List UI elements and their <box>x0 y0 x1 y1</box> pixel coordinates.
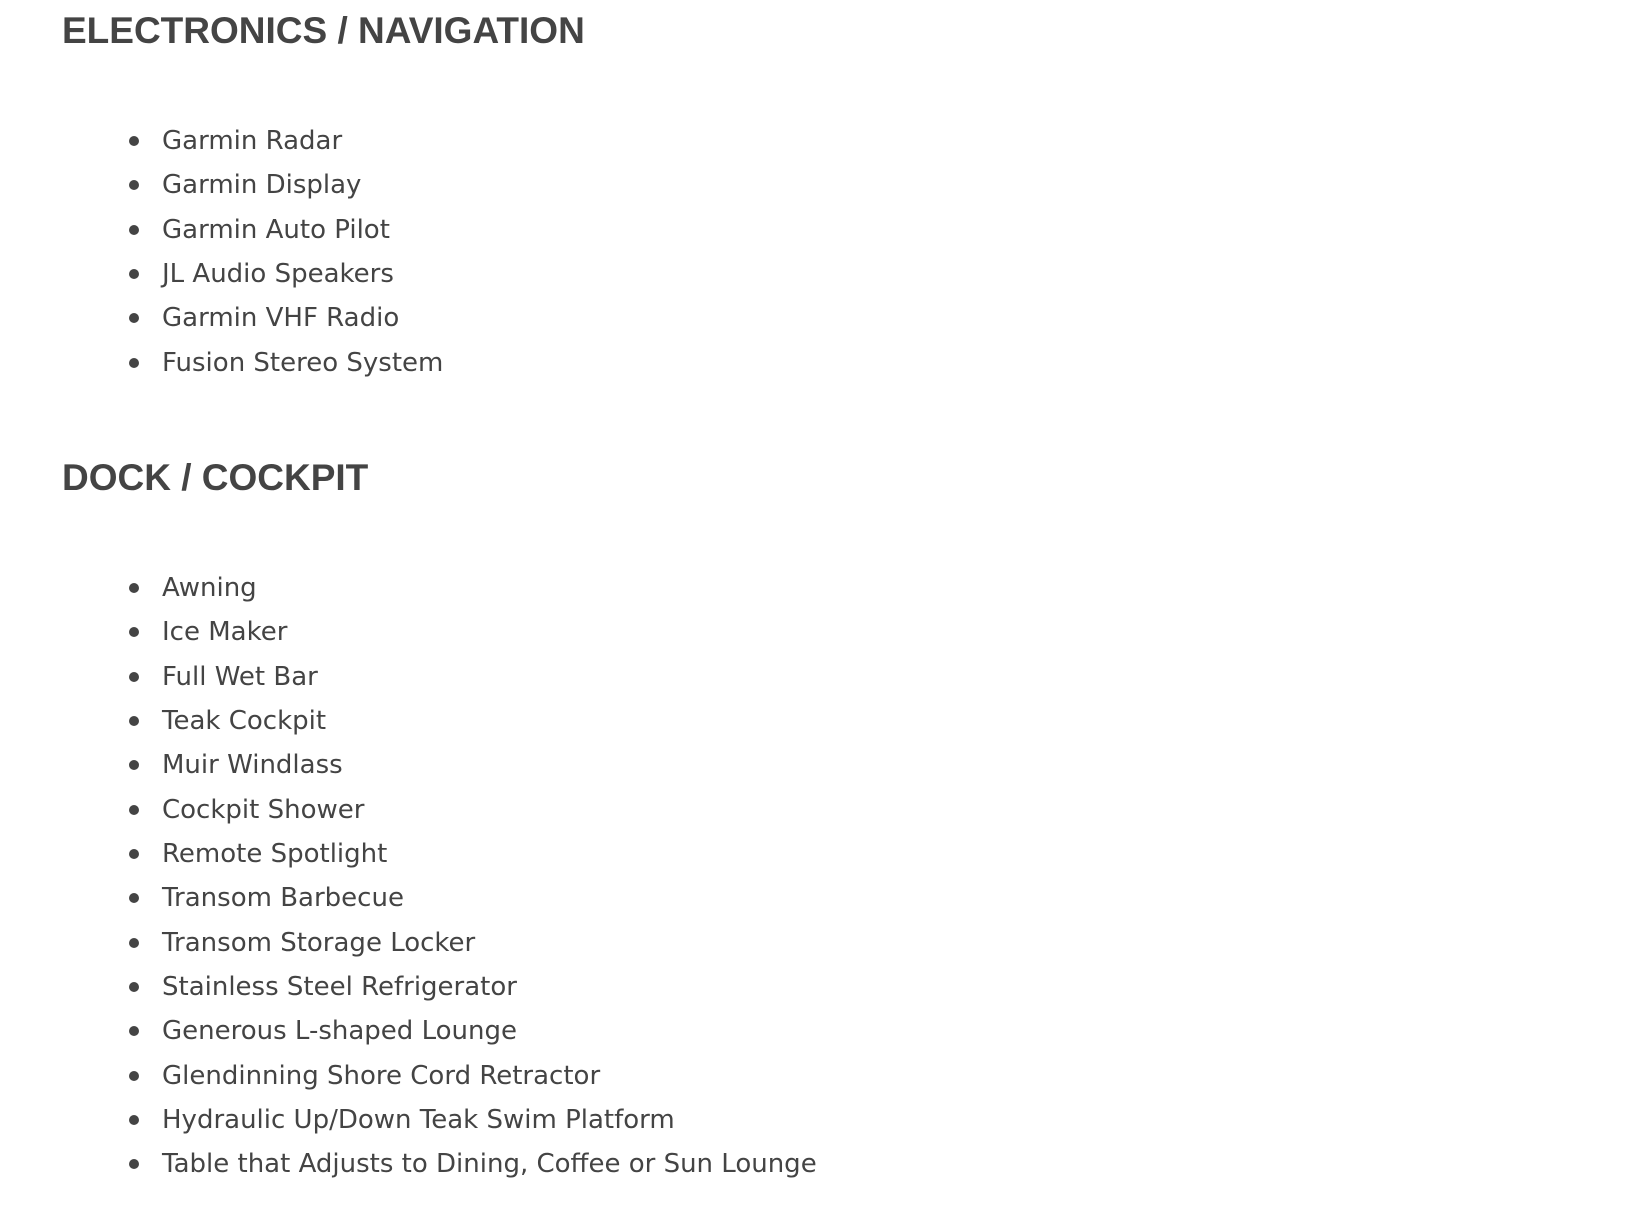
list-item <box>62 296 443 340</box>
list-item-label: Glendinning Shore Cord Retractor <box>162 1060 601 1091</box>
bullet-icon <box>129 358 139 368</box>
list-item <box>62 566 817 610</box>
bullet-icon <box>129 893 139 903</box>
bullet-icon <box>129 136 139 146</box>
bullet-icon <box>129 716 139 726</box>
list-item-label: Garmin VHF Radio <box>162 303 400 334</box>
list-item <box>62 252 443 296</box>
list-item <box>62 699 817 743</box>
bullet-icon <box>129 627 139 637</box>
list-item-label: Table that Adjusts to Dining, Coffee or Sun Lounge <box>162 1149 817 1180</box>
dock-cockpit-list <box>62 566 817 1187</box>
bullet-icon <box>129 1115 139 1125</box>
list-item <box>62 341 443 385</box>
list-item-label: Garmin Radar <box>162 126 343 156</box>
list-item-label: Garmin Auto Pilot <box>162 214 390 245</box>
list-item-label: Garmin Display <box>162 170 362 201</box>
list-item <box>62 1009 817 1053</box>
list-item-label: Full Wet Bar <box>162 661 318 692</box>
list-item <box>62 788 817 832</box>
list-item-label: Hydraulic Up/Down Teak Swim Platform <box>162 1105 675 1136</box>
bullet-icon <box>129 982 139 992</box>
bullet-icon <box>129 269 139 279</box>
bullet-icon <box>129 938 139 948</box>
bullet-icon <box>129 760 139 770</box>
bullet-icon <box>129 672 139 682</box>
bullet-icon <box>129 1159 139 1169</box>
list-item-label: Transom Barbecue <box>162 883 404 914</box>
bullet-icon <box>129 805 139 815</box>
list-item <box>62 610 817 654</box>
list-item <box>62 1054 817 1098</box>
list-item-label: Teak Cockpit <box>162 706 327 737</box>
list-item <box>62 655 817 699</box>
dock-cockpit-section <box>62 447 1562 1180</box>
list-item <box>62 119 443 163</box>
bullet-icon <box>129 225 139 235</box>
electronics-navigation-list <box>62 119 443 385</box>
list-item <box>62 208 443 252</box>
list-item <box>62 876 817 920</box>
bullet-icon <box>129 583 139 593</box>
list-item <box>62 163 443 207</box>
list-item-label: Remote Spotlight <box>162 839 388 870</box>
list-item-label: Generous L-shaped Lounge <box>162 1016 517 1047</box>
section-heading-dock-cockpit: DOCK / COCKPIT <box>62 457 369 498</box>
list-item <box>62 832 817 876</box>
list-item <box>62 743 817 787</box>
list-item-label: Ice Maker <box>162 617 288 648</box>
list-item-label: Fusion Stereo System <box>162 347 444 378</box>
list-item-label: Awning <box>162 573 257 603</box>
bullet-icon <box>129 313 139 323</box>
bullet-icon <box>129 180 139 190</box>
bullet-icon <box>129 1026 139 1036</box>
list-item-label: Stainless Steel Refrigerator <box>162 972 517 1003</box>
list-item-label: Cockpit Shower <box>162 794 365 825</box>
list-item-label: JL Audio Speakers <box>162 259 394 290</box>
list-item-label: Transom Storage Locker <box>162 927 476 958</box>
list-item <box>62 1098 817 1142</box>
bullet-icon <box>129 1071 139 1081</box>
list-item <box>62 921 817 965</box>
electronics-navigation-section <box>62 0 1562 378</box>
section-heading-electronics-navigation: ELECTRONICS / NAVIGATION <box>62 10 585 51</box>
list-item <box>62 965 817 1009</box>
list-item <box>62 1142 817 1186</box>
bullet-icon <box>129 849 139 859</box>
list-item-label: Muir Windlass <box>162 750 343 781</box>
